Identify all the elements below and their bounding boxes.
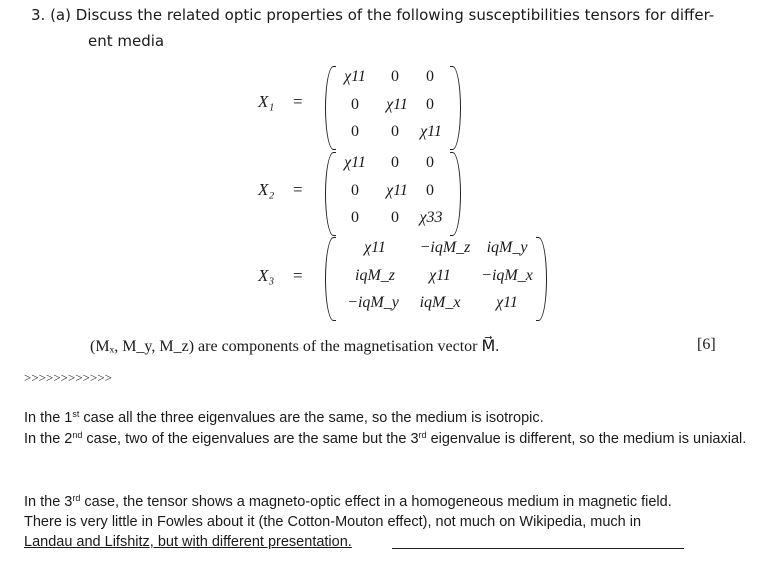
answer-text: eigenvalue is different, so the medium is uniaxial. [426,431,747,447]
right-paren [450,66,461,150]
matrix-cell: χ11 [364,239,386,256]
matrix-cell: χ11 [429,267,451,284]
matrix-x2-equals: = [293,180,303,199]
right-paren [450,152,461,236]
matrix-cell: −iqM_z [419,239,471,256]
matrix-cell: iqM_z [355,267,395,284]
matrix-cell: 0 [351,123,359,140]
right-paren [536,237,547,321]
matrix-cell: 0 [391,123,399,140]
answer-text: case all the three eigenvalues are the same, so the medium is isotropic. [79,410,544,426]
matrix-cell: χ33 [419,209,443,226]
answer-text: In the 1 [24,410,73,426]
matrix-cell: χ11 [496,294,518,311]
answer-text: In the 3 [24,494,73,510]
ordinal-suffix: st [72,409,80,419]
underline-rule [392,548,684,549]
matrix-cell: χ11 [344,154,366,171]
matrix-cell: iqM_x [419,294,461,311]
magnetisation-components-text: (Mₓ, M_y, M_z) are components of the magnetisation vector M⃗. [90,338,500,355]
ordinal-suffix: nd [72,430,83,440]
matrix-cell: −iqM_x [481,267,533,284]
answer-text: case, two of the eigenvalues are the same but the 3 [82,431,419,447]
matrix-cell: 0 [426,68,434,85]
ordinal-suffix: rd [72,493,81,503]
left-paren [325,237,336,321]
matrix-cell: 0 [391,209,399,226]
separator-arrows: >>>>>>>>>>>> [24,370,112,385]
answer-text: There is very little in Fowles about it (the Cotton-Mouton effect), not much on Wikipedia, much in [24,514,642,530]
matrix-cell: 0 [391,68,399,85]
answer-text: Landau and Lifshitz, but with different presentation. [24,534,352,550]
matrix-cell: 0 [391,154,399,171]
matrix-x2 [325,152,461,236]
answer-text: case, the tensor shows a magneto-optic effect in a homogeneous medium in magnetic field. [80,494,672,510]
matrix-cell: 0 [426,96,434,113]
matrix-x2-label: X₂ [258,180,275,199]
matrix-cell: −iqM_y [347,294,399,311]
left-paren [325,66,336,150]
answer-paragraph-3 [24,492,764,552]
matrix-x3-label: X₃ [258,266,275,285]
ordinal-suffix: rd [418,430,427,440]
answer-text: In the 2 [24,431,73,447]
marks-label: [6] [697,336,716,353]
matrix-x3-equals: = [293,266,303,285]
left-paren [325,152,336,236]
matrix-cell: 0 [351,209,359,226]
matrix-cell: χ11 [420,123,442,140]
matrix-cell: χ11 [386,96,408,113]
matrix-cell: 0 [351,182,359,199]
matrix-cell: χ11 [344,68,366,85]
question-line-1: 3. (a) Discuss the related optic properties of the following susceptibilities tensors for differ- [31,6,715,24]
matrix-cell: χ11 [386,182,408,199]
matrix-x1-label: X₁ [258,92,275,111]
matrix-cell: 0 [351,96,359,113]
matrix-cell: 0 [426,154,434,171]
question-line-2: ent media [88,32,165,50]
answer-paragraph-1 [24,408,764,428]
matrix-cell: iqM_y [486,239,528,256]
matrix-x1-equals: = [293,92,303,111]
answer-paragraph-2 [24,429,764,449]
matrix-cell: 0 [426,182,434,199]
matrix-x3 [325,237,547,321]
matrix-x1 [325,66,461,150]
